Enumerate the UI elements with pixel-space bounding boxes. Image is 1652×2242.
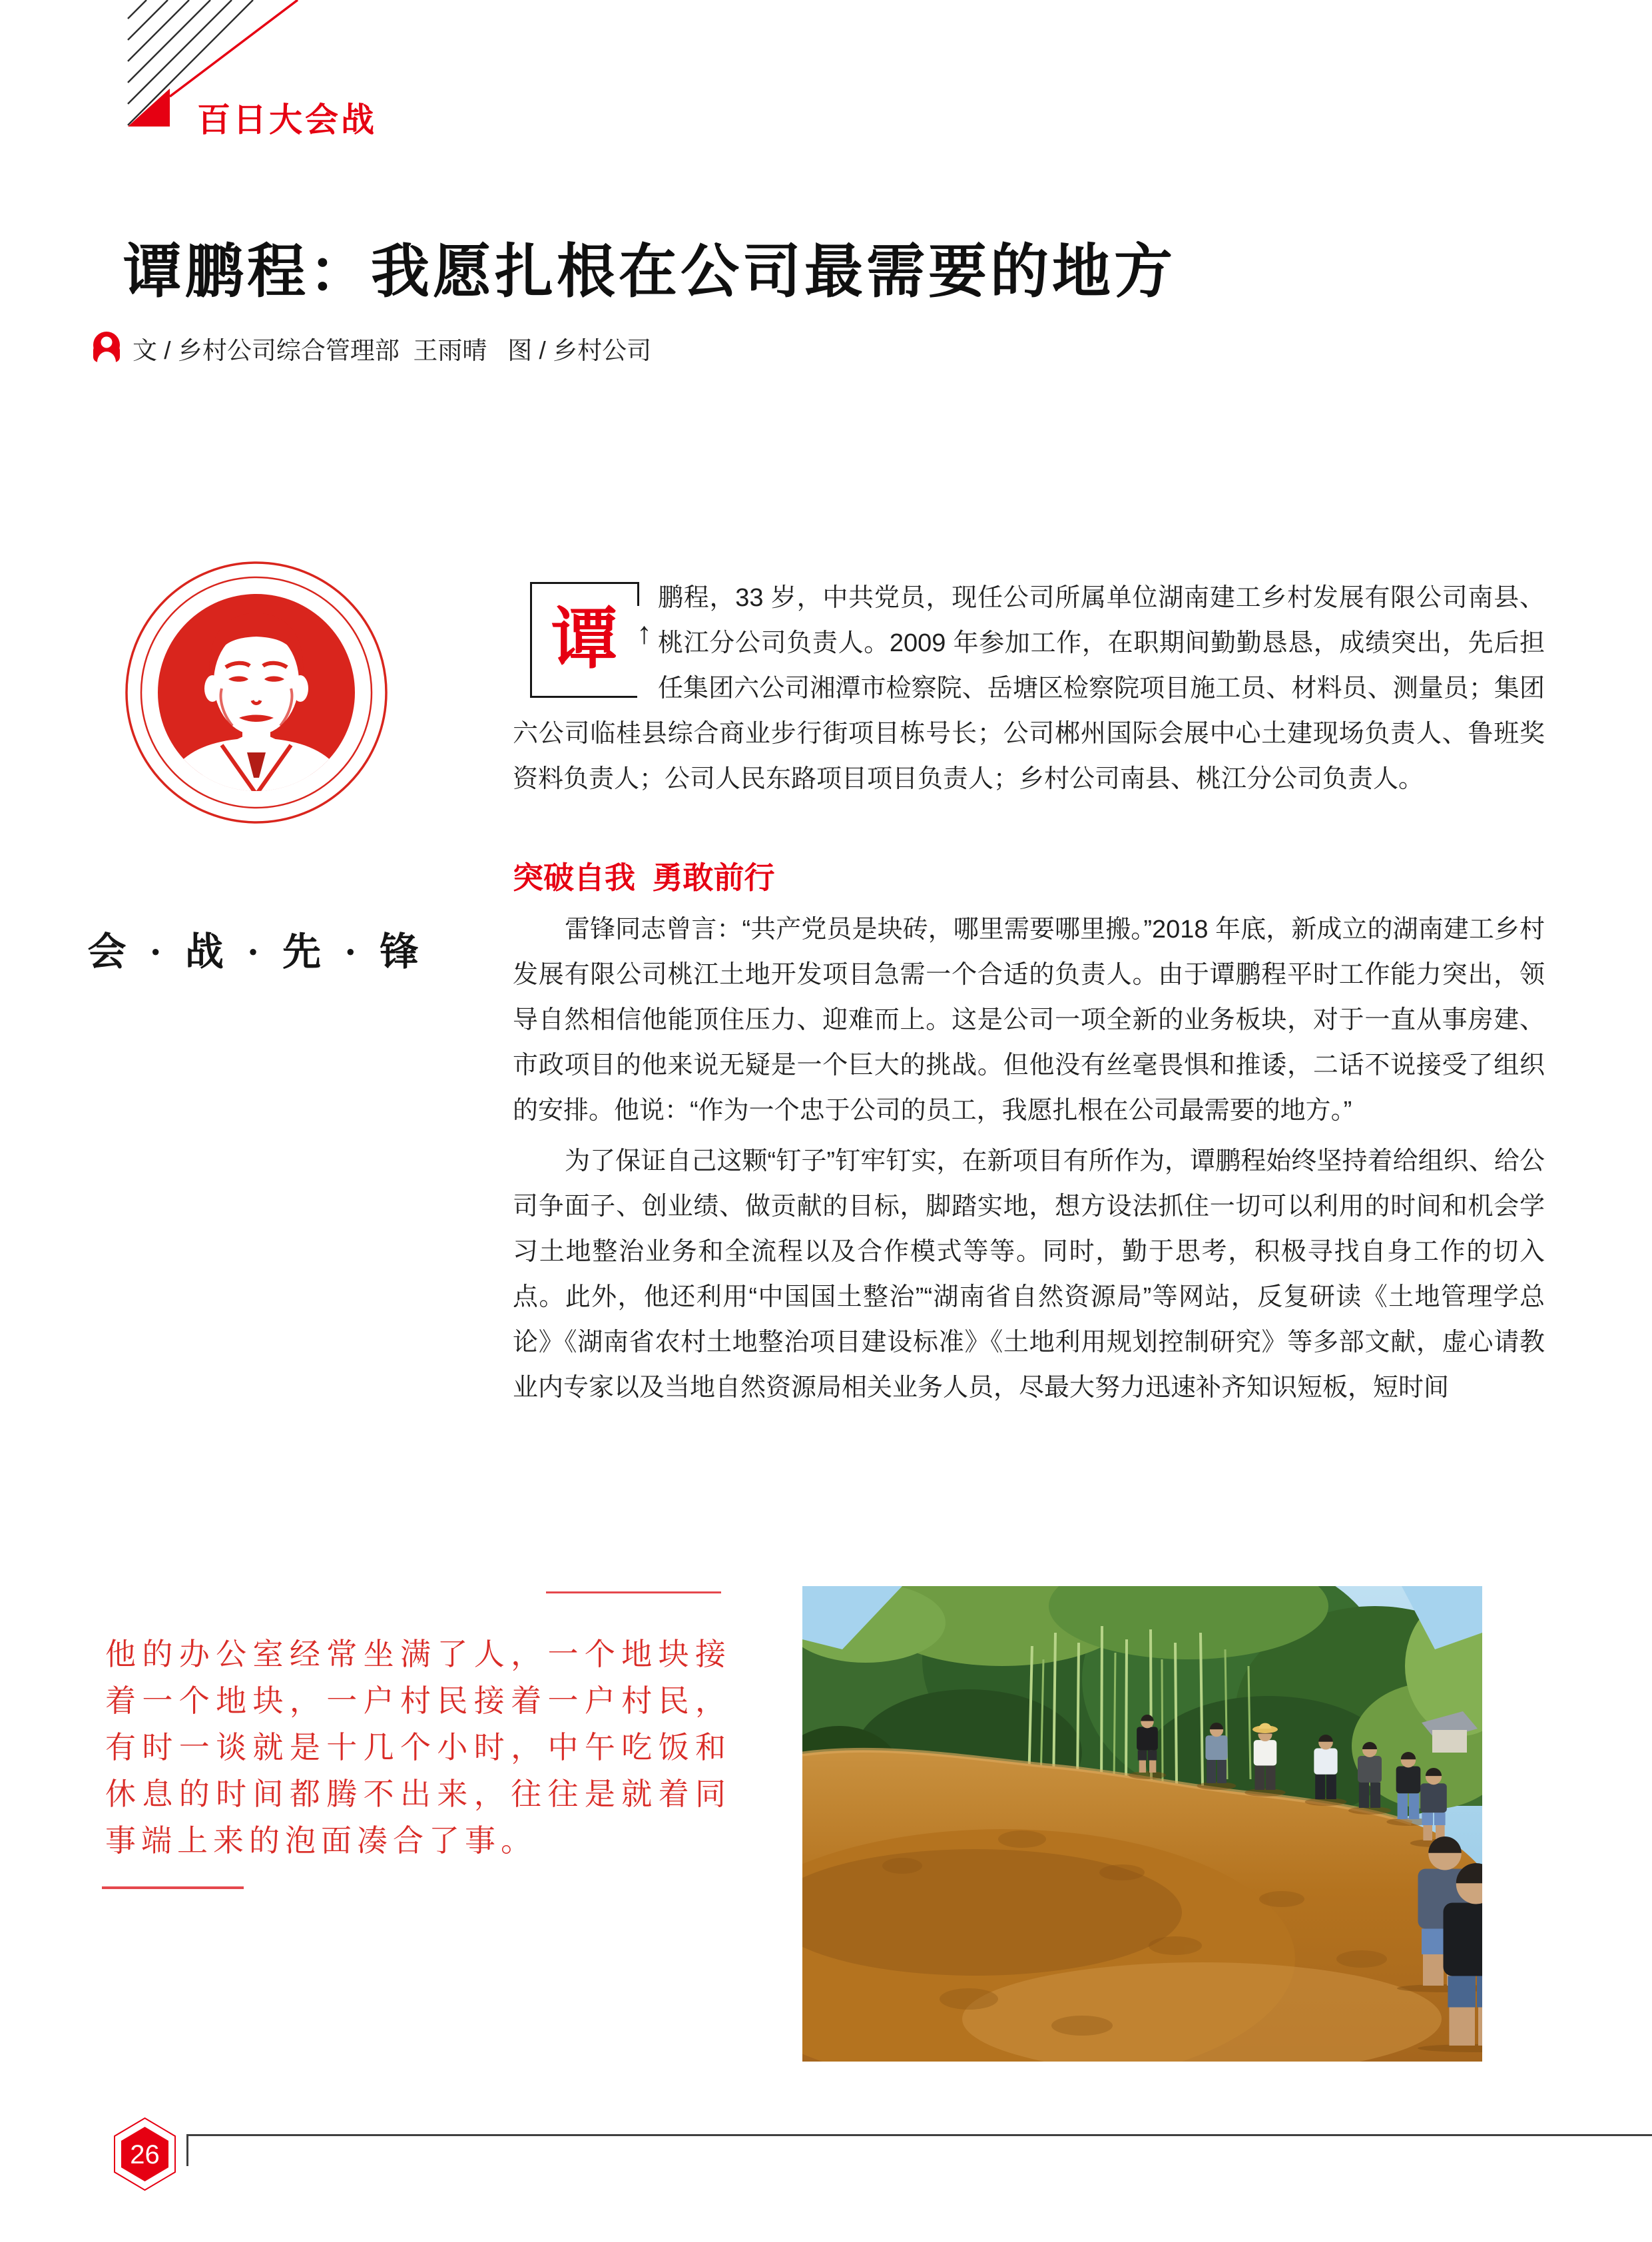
section-tag: 百日大会战 — [197, 101, 377, 139]
intro-text: 鹏程，33 岁，中共党员，现任公司所属单位湖南建工乡村发展有限公司南县、桃江分公司负责人。2009 年参加工作，在职期间勤勤恳恳，成绩突出，先后担任集团六公司湘潭市检察院、岳塘区检察院项目施工员、材料员、测量员；集团六公司临桂县综合商业步行街项目栋号长；公司郴州国际会展中心土建现场负责人、鲁班奖资料负责人；公司人民东路项目项目负责人；乡村公司南县、桃江分公司负责人。 — [513, 584, 1545, 793]
quote-rule-bottom — [102, 1886, 244, 1889]
body-paragraph: 为了保证自己这颗“钉子”钉牢钉实，在新项目有所作为，谭鹏程始终坚持着给组织、给公司争面子、创业绩、做贡献的目标，脚踏实地，想方设法抓住一切可以利用的时间和机会学习土地整治业务和全流程以及合作模式等等。同时，勤于思考，积极寻找自身工作的切入点。此外，他还利用“中国国土整治”“湖南省自然资源局”等网站，反复研读《土地管理学总论》《湖南省农村土地整治项目建设标准》《土地利用规划控制研究》等多部文献，虚心请教业内专家以及当地自然资源局相关业务人员，尽最大努力迅速补齐知识短板，短时间 — [513, 1147, 1545, 1402]
page-title: 谭鹏程：我愿扎根在公司最需要的地方 — [123, 240, 1177, 305]
paragraph-group — [513, 907, 1545, 1410]
byline-text: 文 / 乡村公司综合管理部 王雨晴 图 / 乡村公司 — [133, 337, 652, 364]
page-number: 26 — [130, 2140, 160, 2169]
author-icon — [91, 331, 122, 366]
body-paragraph: 雷锋同志曾言：“共产党员是块砖，哪里需要哪里搬。”2018 年底，新成立的湖南建工乡村发展有限公司桃江土地开发项目急需一个合适的负责人。由于谭鹏程平时工作能力突出，领导自然相信他能顶住压力、迎难而上。这是公司一项全新的业务板块，对于一直从事房建、市政项目的他来说无疑是一个巨大的挑战。但他没有丝毫畏惧和推诿，二话不说接受了组织的安排。他说：“作为一个忠于公司的员工，我愿扎根在公司最需要的地方。” — [513, 916, 1545, 1125]
section-heading: 突破自我 勇敢前行 — [513, 860, 775, 895]
arrow-up-icon: ↑ — [637, 615, 652, 650]
quote-rule-top — [546, 1591, 721, 1593]
pull-quote: 他的办公室经常坐满了人，一个地块接着一个地块，一户村民接着一户村民，有时一谈就是十几个小时，中午吃饭和休息的时间都腾不出来，往往是就着同事端上来的泡面凑合了事。 — [105, 1637, 731, 1858]
intro-paragraph — [513, 575, 1545, 802]
portrait-caption: 会 · 战 · 先 · 锋 — [87, 930, 425, 974]
page-number-badge — [113, 2117, 176, 2191]
dropcap-box — [530, 582, 637, 698]
portrait-illustration — [122, 558, 391, 827]
footer-rule — [186, 2134, 1652, 2136]
dropcap-character: 谭 — [551, 603, 618, 677]
site-photo — [802, 1586, 1482, 2062]
article-body — [513, 575, 1545, 1410]
byline — [91, 330, 651, 366]
footer-rule-tick — [186, 2134, 188, 2166]
dropcap — [513, 575, 658, 706]
